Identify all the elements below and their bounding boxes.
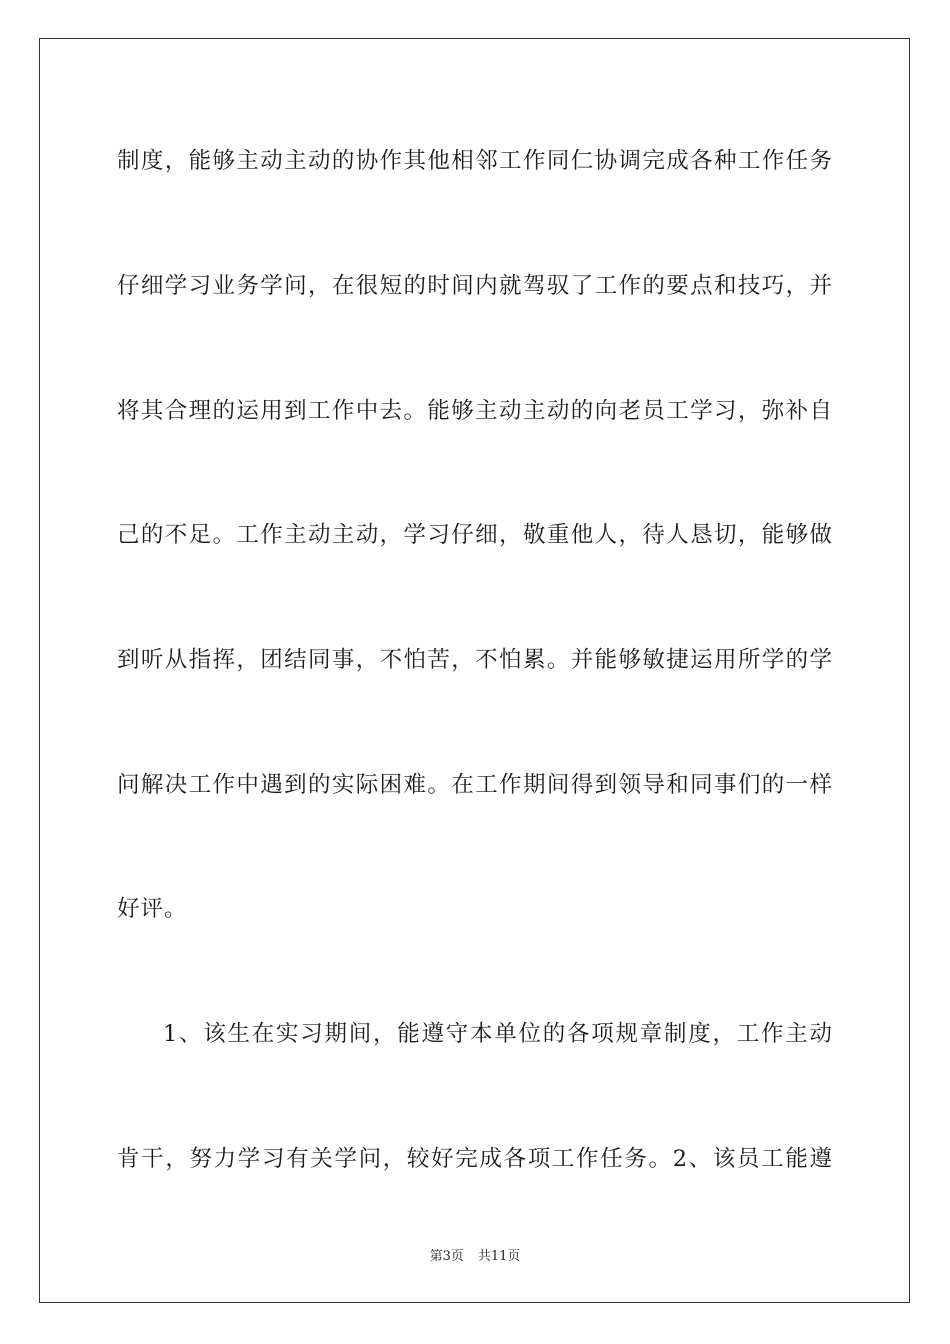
body-text-line: 肯干，努力学习有关学问，较好完成各项工作任务。2、该员工能遵 [117, 1146, 833, 1172]
body-text-line: 己的不足。工作主动主动，学习仔细，敬重他人，待人恳切，能够做 [117, 522, 833, 548]
page-total: 共11页 [477, 1249, 521, 1264]
body-text-line: 问解决工作中遇到的实际困难。在工作期间得到领导和同事们的一样 [117, 772, 833, 798]
body-text-line: 将其合理的运用到工作中去。能够主动主动的向老员工学习，弥补自 [117, 398, 833, 424]
body-text-line: 好评。 [117, 896, 188, 922]
body-text-line: 制度，能够主动主动的协作其他相邻工作同仁协调完成各种工作任务 [117, 148, 833, 174]
body-text-line: 到听从指挥，团结同事，不怕苦，不怕累。并能够敏捷运用所学的学 [117, 647, 833, 673]
page-number: 第3页 [429, 1249, 464, 1264]
body-text-line: 仔细学习业务学问，在很短的时间内就驾驭了工作的要点和技巧，并 [117, 273, 833, 299]
paragraph-first-line: 1、该生在实习期间，能遵守本单位的各项规章制度，工作主动 [163, 1021, 833, 1047]
page-footer [0, 1248, 950, 1266]
